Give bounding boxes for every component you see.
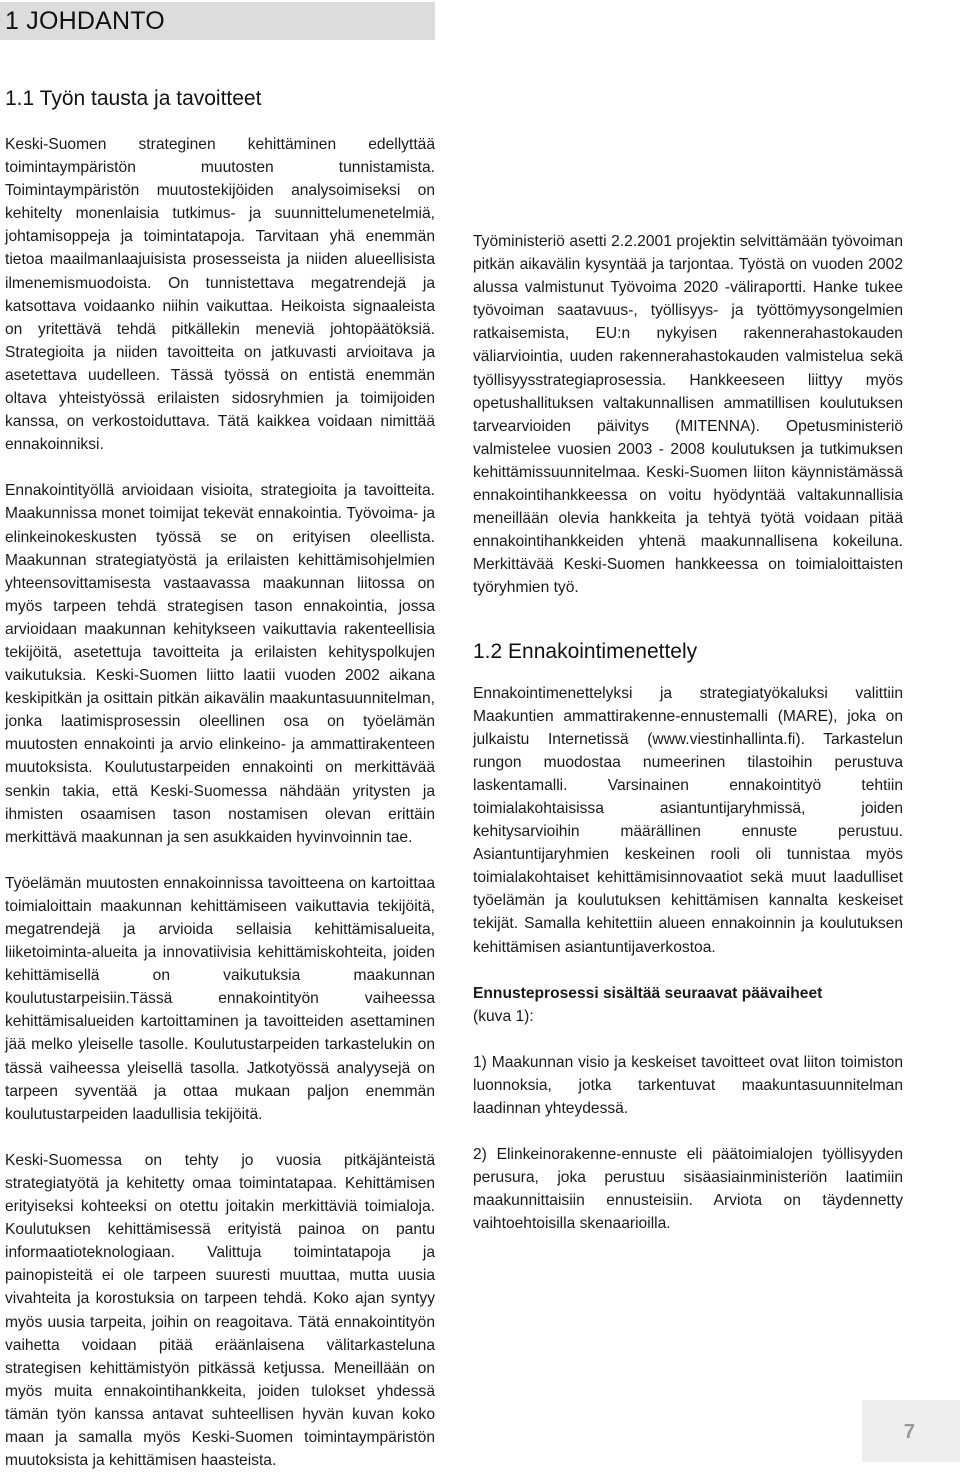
section-title-1-2: 1.2 Ennakointimenettely — [473, 639, 698, 663]
phase-2: 2) Elinkeinorakenne-ennuste eli päätoimialojen työllisyyden perusura, joka perustuu sisäasiainministeriön laatimiin maakunnittaisiin ennusteisiin. Arviota on täydennetty vaihtoehtoisilla skenaarioilla. — [473, 1146, 903, 1233]
page-number: 7 — [903, 1421, 915, 1443]
paragraph-6: Ennakointimenettelyksi ja strategiatyökaluksi valittiin Maakuntien ammattirakenne-ennustemalli (MARE), joka on julkaistu Internetissä (www.viestinhallinta.fi). Tarkastelun rungon muodostaa numeerinen tilastoihin perustuva laskentamalli. Varsinainen ennakointityö tehtiin toimialakohtaisissa asiantuntijaryhmissä, joiden kehitysarvioihin määrällinen ennuste perustuu. Asiantuntijaryhmien keskeinen rooli oli tunnistaa myös toimialakohtaiset kehittämisinnovaatiot sekä muut laadulliset työelämän ja koulutuksen kehittämisen kannalta keskeiset tekijät. Samalla kehitettiin alueen ennakoinnin ja koulutuksen kehittämisen asiantuntijaverkostoa. — [473, 684, 903, 956]
chapter-title: 1 JOHDANTO — [5, 6, 165, 35]
paragraph-4: Keski-Suomessa on tehty jo vuosia pitkäjänteistä strategiatyötä ja kehitetty omaa toimintatapaa. Kehittämisen erityiseksi kohteeksi on otettu joitakin merkittäviä toimialoja. Koulutuksen kehittämisessä erityistä painoa on pantu informaatioteknologiaan. Valittuja toimintatapoja ja painopisteitä ei ole tarpeen suuresti muuttaa, mutta uusia vivahteita ja korostuksia on tarpeen tehdä. Koko ajan syntyy myös uusia tarpeita, joihin on reagoitava. Tätä ennakointityön vaihetta voidaan pitää eräänlaisena välitarkasteluna strategisen kehittämistyön pitkässä ketjussa. Meneillään on myös muita ennakointihankkeita, joiden tulokset yhdessä tämän työn kanssa antavat suhteellisen hyvän kuvan koko maan ja samalla myös Keski-Suomen toimintaympäristön muutoksista ja kehittämisen haasteista. — [5, 1151, 435, 1470]
paragraph-1: Keski-Suomen strateginen kehittäminen edellyttää toimintaympäristön muutosten tunnistamista. Toimintaympäristön muutostekijöiden analysoimiseksi on kehitelty monenlaisia tutkimus- ja suunnittelumenetelmiä, johtamisoppeja ja toimintatapoja. Tarvitaan yhä enemmän tietoa maailmanlaajuisista prosesseista ja niiden alueellisista ilmenemismuodoista. On tunnistettava megatrendejä ja katsottava voidaanko niihin vaikuttaa. Heikoista signaaleista on yritettävä tehdä pitkällekin meneviä johtopäätöksiä. Strategioita ja niiden tavoitteita on jatkuvasti arvioitava ja asetettava uudelleen. Tässä työssä on entistä enemmän oltava yhteistyössä erilaisten sidosryhmien ja toimijoiden kanssa, on verkostoiduttava. Tätä kaikkea voidaan nimittää ennakoinniksi. — [5, 136, 435, 454]
right-column — [473, 230, 903, 1235]
phases-heading: Ennusteprosessi sisältää seuraavat päävaiheet — [473, 984, 823, 1002]
phases-heading-paragraph — [473, 982, 903, 1028]
left-column — [5, 0, 435, 1472]
paragraph-2: Ennakointityöllä arvioidaan visioita, strategioita ja tavoitteita. Maakunnissa monet toimijat tekevät ennakointia. Työvoima- ja elinkeinokeskusten työssä se on erityisen oleellista. Maakunnan strategiatyöstä ja erilaisten kehittämisohjelmien yhteensovittamisesta vastaavassa maakunnan liitossa on myös tarpeen tehdä strategisen tason ennakointia, jossa arvioidaan maakunnan kehitykseen vaikuttavia rakenteellisia tekijöitä, asetettuja tavoitteita ja erilaisten kehityspolkujen vaikutuksia. Keski-Suomen liitto laatii vuoden 2002 aikana keskipitkän ja osittain pitkän aikavälin maakuntasuunnitelman, jonka laatimisprosessin oleellinen osa on työelämän muutosten ennakointi ja arvio elinkeino- ja ammattirakenteen muutoksista. Koulutustarpeiden ennakointi on merkittävää senkin takia, että Keski-Suomessa nähdään yritysten ja ihmisten osaamisen tason nostamisen olevan erittäin merkittävä maakunnan ja sen asukkaiden hyvinvoinnin tae. — [5, 482, 435, 846]
section-title-1-1: 1.1 Työn tausta ja tavoitteet — [5, 87, 262, 110]
paragraph-3: Työelämän muutosten ennakoinnissa tavoitteena on kartoittaa toimialoittain maakunnan kehittämiseen vaikuttavia tekijöitä, megatrendejä ja arvioida sellaisia kehittämisalueita, liiketoiminta-alueita ja innovatiivisia kehittämiskohteita, joiden kehittämisellä on vaikutuksia maakunnan koulutustarpeisiin.Tässä ennakointityön vaiheessa kehittämisalueiden kartoittaminen ja tavoitteiden asettaminen jää melko yleiselle tasolle. Koulutustarpeiden tarkastelukin on tässä vaiheessa yleisellä tasolla. Jatkotyössä analyysejä on tarpeen syventää ja ottaa mukaan paljon enemmän koulutustarpeiden laadullisia tekijöitä. — [5, 874, 435, 1123]
paragraph-5: Työministeriö asetti 2.2.2001 projektin selvittämään työvoiman pitkän aikavälin kysyntää ja tarjontaa. Työstä on vuoden 2002 alussa valmistunut Työvoima 2020 -väliraportti. Hanke tukee työvoiman saatavuus-, työllisyys- ja työttömyysongelmien ratkaisemista, EU:n nykyisen rakennerahastokauden väliarviointia, uuden rakennerahastokauden valmistelua sekä työllisyysstrategiaprosessia. Hankkeeseen liittyy myös opetushallituksen valtakunnallisen ammatillisen koulutuksen tarvearvioiden päivitys (MITENNA). Opetusministeriö valmistelee vuosien 2003 - 2008 koulutuksen ja tutkimuksen kehittämissuunnitelmaa. Keski-Suomen liiton käynnistämässä ennakointihankkeessa on voitu hyödyntää valtakunnallisia meneillään olevia hankkeita ja tehtyä työtä voidaan pitää ennakointihankkeiden yhtenä maakunnallisena kokeiluna. Merkittävää Keski-Suomen hankkeessa on toimialoittaisten työryhmien työ. — [473, 233, 903, 597]
chapter-heading-bar — [0, 2, 435, 40]
phases-ref: (kuva 1): — [473, 1007, 534, 1025]
phase-1: 1) Maakunnan visio ja keskeiset tavoitteet ovat liiton toimiston luonnoksia, jotka tarkentuvat maakuntasuunnitelman laadinnan yhteydessä. — [473, 1053, 903, 1117]
